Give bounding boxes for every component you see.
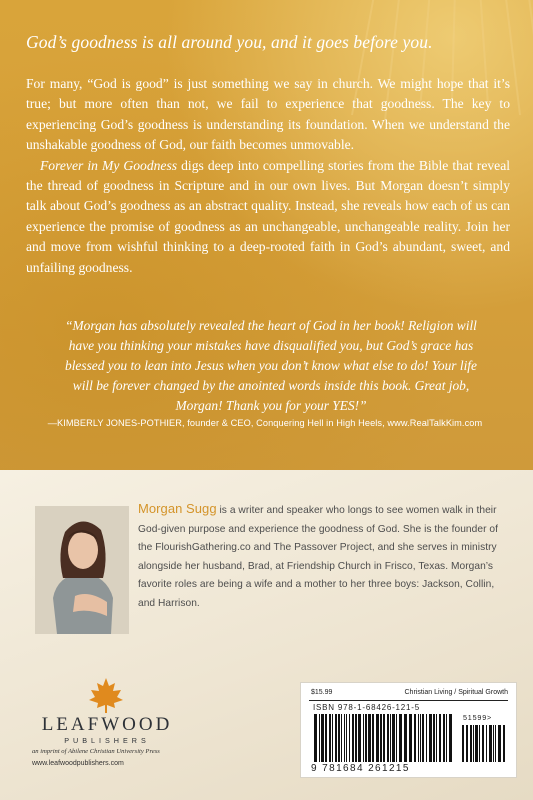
publisher-subtitle: PUBLISHERS — [64, 736, 150, 745]
tagline: God’s goodness is all around you, and it goes before you. — [26, 32, 433, 52]
author-bio — [138, 500, 508, 614]
price-addon-barcode — [461, 725, 507, 762]
endorsement-attribution — [30, 418, 500, 428]
description-paragraph-1: For many, “God is good” is just something we say in church. We might hope that it’s true; but more often than not, we fail to experience that goodness. The key to experiencing God’s goodness is understanding its foundation. When we understand the unshakable goodness of God, our faith becomes unmovable. — [26, 76, 510, 153]
author-name: Morgan Sugg — [138, 501, 217, 516]
endorsement-quote: “Morgan has absolutely revealed the heart of God in her book! Religion will have you thinking your mistakes have disqualified you, but God’s grace has blessed you to lean into Jesus when you don’t know what else to do! Your life will be forever changed by the anointed words inside this book. Great job, Morgan! Thank you for your YES!” — [65, 318, 477, 413]
author-bio-text: is a writer and speaker who longs to see women walk in their God-given purpose and experience the goodness of God. She is the founder of the FlourishGathering.co and The Passover Project, and she serves in ministry alongside her husband, Brad, at Friendship Church in Frisco, Texas. Morgan’s favorite roles are being a wife and a mother to her three boys: Jackson, Collin, and Harrison. — [138, 505, 498, 609]
book-title-inline: Forever in My Goodness — [40, 157, 178, 173]
barcode-divider — [309, 700, 508, 701]
publisher-logo — [32, 676, 192, 786]
ean-barcode — [313, 714, 455, 762]
description-paragraph-2-text: digs deep into compelling stories from the Bible that reveal the thread of goodness in Scripture and in our own lives. But Morgan doesn’t simply talk about God’s goodness as an abstract quality. Instead, she reveals how each of us can experience the promise of goodness as an unchangeable, unchangeable reality. Join her and move from wishful thinking to a deep-rooted faith in God’s abundant, sweet, and unfailing goodness. — [26, 157, 510, 275]
endorser-title: , founder & CEO, Conquering Hell in High Heels, www.RealTalkKim.com — [181, 418, 483, 428]
publisher-url: www.leafwoodpublishers.com — [32, 760, 124, 767]
price-label: $15.99 — [311, 689, 333, 696]
publisher-imprint: an imprint of Abilene Christian University Press — [32, 748, 160, 755]
barcode-box — [300, 682, 517, 778]
isbn-label: ISBN 978-1-68426-121-5 — [313, 703, 420, 712]
description-paragraph-2 — [26, 156, 510, 278]
book-description — [26, 74, 510, 278]
category-label: Christian Living / Spiritual Growth — [404, 689, 508, 696]
maple-leaf-icon — [86, 676, 126, 714]
price-addon-number: 51599> — [463, 713, 492, 722]
author-photo — [35, 506, 129, 634]
publisher-wordmark: LEAFWOOD — [41, 714, 173, 735]
barcode-digits: 9 781684 261215 — [311, 763, 410, 774]
endorser-name: —KIMBERLY JONES-POTHIER — [47, 418, 182, 428]
